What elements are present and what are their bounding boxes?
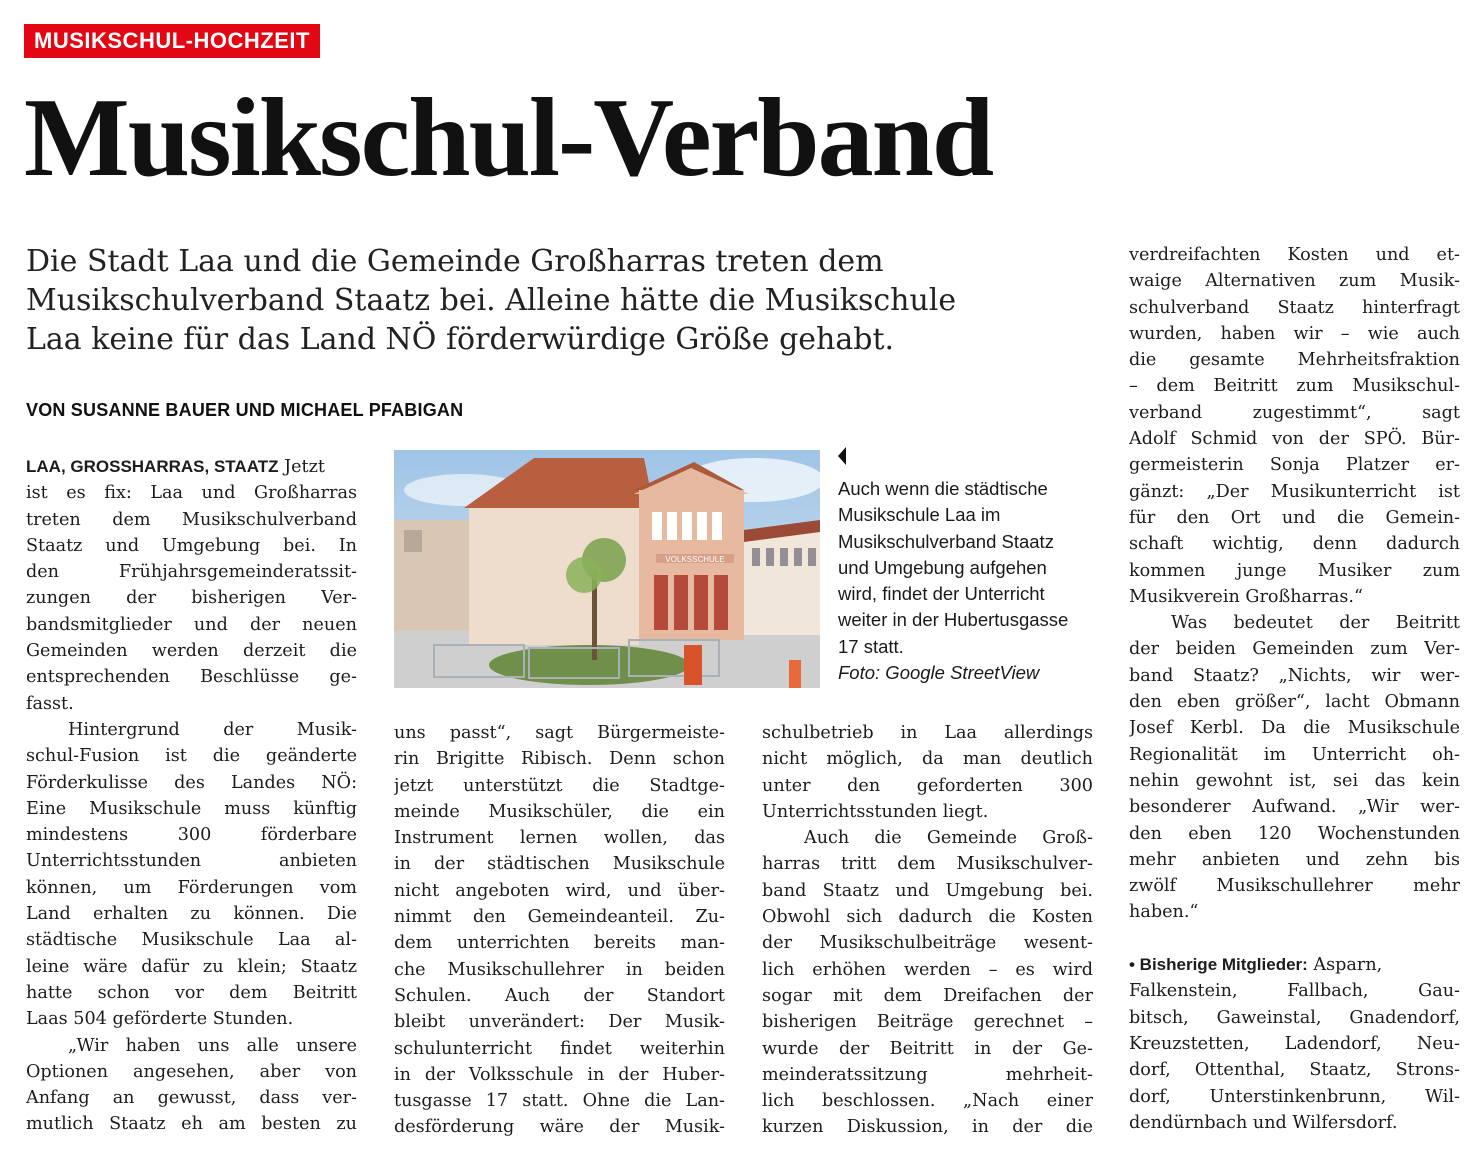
text-line xyxy=(26,454,357,480)
lead-line: Musikschulverband Staatz bei. Alleine hätte die Musikschule xyxy=(26,283,957,318)
text-line: zungen der bisherigen Ver- xyxy=(26,588,357,609)
text-line: schulbetrieb in Laa allerdings xyxy=(762,723,1093,743)
text-line: dendürnbach und Wilfersdorf. xyxy=(1129,1112,1398,1133)
text-line: wurden, haben wir – wie auch xyxy=(1129,323,1460,344)
caption-line: Auch wenn die städtische xyxy=(838,478,1048,499)
text-line: verdreifachten Kosten und et- xyxy=(1129,245,1460,265)
text-line: besonderer Aufwand. „Wir wer- xyxy=(1129,797,1460,818)
text-line: fasst. xyxy=(26,693,74,714)
text-line: jetzt unterstützt die Stadtge- xyxy=(394,775,725,796)
lead-line: Laa keine für das Land NÖ förderwürdige Größe gehabt. xyxy=(26,322,895,357)
text-line: schulunterricht findet weiterhin xyxy=(394,1038,725,1059)
text-line: Staatz und Umgebung bei. In xyxy=(26,535,357,556)
text-line: Falkenstein, Fallbach, Gau- xyxy=(1129,981,1460,1002)
spacer xyxy=(1129,926,1460,952)
text-line: für den Ort und die Gemein- xyxy=(1129,507,1460,528)
text-line: haben.“ xyxy=(1129,902,1199,923)
text-line: uns passt“, sagt Bürgermeiste- xyxy=(394,723,725,743)
text-line: band Staatz? „Nichts, wir wer- xyxy=(1129,665,1460,686)
caption-line: Musikschule Laa im xyxy=(838,504,1001,526)
text-line: den eben größer“, lacht Obmann xyxy=(1129,692,1460,713)
text-line: Optionen angesehen, aber von xyxy=(26,1061,357,1082)
text-line: Schulen. Auch der Standort xyxy=(394,985,725,1006)
text-line: können, um Förderungen vom xyxy=(26,877,357,898)
text-line: dorf, Unterstinkenbrunn, Wil- xyxy=(1129,1086,1460,1107)
text-line: zwölf Musikschullehrer mehr xyxy=(1129,876,1460,897)
caption-pointer-icon xyxy=(838,447,846,465)
text-line: dorf, Ottenthal, Staatz, Strons- xyxy=(1129,1060,1460,1081)
text-line: mutlich Staatz eh am besten zu xyxy=(26,1114,357,1135)
text-line: Kreuzstetten, Ladendorf, Neu- xyxy=(1129,1033,1460,1054)
text-line: nicht angeboten wird, und über- xyxy=(394,880,725,901)
text-line: Auch die Gemeinde Groß- xyxy=(804,828,1093,849)
text-line: lich beschlossen. „Nach einer xyxy=(762,1091,1093,1112)
text-line: lich erhöhen werden – es wird xyxy=(762,959,1093,980)
text-line: Regionalität im Unterricht oh- xyxy=(1129,744,1460,765)
text-line: hatte schon vor dem Beitritt xyxy=(26,982,357,1003)
dateline: LAA, GROSSHARRAS, STAATZ xyxy=(26,457,279,476)
text-line: nicht möglich, da man deutlich xyxy=(762,749,1093,770)
text-fragment: Asparn, xyxy=(1307,955,1383,976)
text-line: bitsch, Gaweinstal, Gnadendorf, xyxy=(1129,1007,1460,1028)
text-line: mindestens 300 förderbare xyxy=(26,825,357,846)
section-kicker: MUSIKSCHUL-HOCHZEIT xyxy=(24,24,320,58)
text-line: Was bedeutet der Beitritt xyxy=(1171,613,1460,634)
text-line: unter den geforderten 300 xyxy=(762,775,1093,796)
text-line: sogar mit dem Dreifachen der xyxy=(762,985,1093,1006)
text-line: Unterrichtsstunden liegt. xyxy=(762,801,989,822)
text-fragment: Jetzt xyxy=(278,457,325,477)
text-line: nimmt den Gemeindeanteil. Zu- xyxy=(394,907,725,928)
text-line: in der städtischen Musikschule xyxy=(394,854,725,875)
text-line: Land erhalten zu können. Die xyxy=(26,904,357,925)
text-line: den eben 120 Wochenstunden xyxy=(1129,823,1460,844)
caption-line: Musikschulverband Staatz xyxy=(838,530,1054,552)
text-line: mehr anbieten und zehn bis xyxy=(1129,849,1460,870)
article-column-3 xyxy=(762,720,1093,1154)
text-line: kurzen Diskussion, in der die xyxy=(762,1117,1093,1138)
text-line: Förderkulisse des Landes NÖ: xyxy=(26,772,357,793)
text-line: – dem Beitritt zum Musikschul- xyxy=(1129,376,1460,397)
text-line: Hintergrund der Musik- xyxy=(68,719,357,740)
text-line: ist es fix: Laa und Großharras xyxy=(26,483,357,504)
headline: Musikschul-Verband xyxy=(24,76,993,200)
text-line: desförderung wäre der Musik- xyxy=(394,1117,725,1138)
article-column-2 xyxy=(394,720,725,1154)
text-line: Unterrichtsstunden anbieten xyxy=(26,851,357,872)
caption-line: wird, findet der Unterricht xyxy=(838,583,1045,605)
text-line: bandsmitglieder und der neuen xyxy=(26,614,357,635)
text-line: dem unterrichten bereits man- xyxy=(394,933,725,954)
text-line: schulverband Staatz hinterfragt xyxy=(1129,297,1460,318)
school-photo xyxy=(394,450,820,688)
text-line: die gesamte Mehrheitsfraktion xyxy=(1129,350,1460,371)
text-line: che Musikschullehrer in beiden xyxy=(394,959,725,980)
article-column-1 xyxy=(26,454,357,1154)
text-line: treten dem Musikschulverband xyxy=(26,509,357,530)
text-line: schaft wichtig, denn dadurch xyxy=(1129,534,1460,555)
text-line: gänzt: „Der Musikunterricht ist xyxy=(1129,481,1460,502)
text-line: bisherigen Beiträge gerechnet – xyxy=(762,1012,1093,1033)
school-photo-image xyxy=(394,450,820,688)
text-line: Anfang an gewusst, dass ver- xyxy=(26,1088,357,1109)
text-line: band Staatz und Umgebung bei. xyxy=(762,880,1093,901)
text-line: schul-Fusion ist die geänderte xyxy=(26,746,357,767)
text-line: der Musikschulbeiträge wesent- xyxy=(762,933,1093,954)
article-column-4 xyxy=(1129,242,1460,1154)
text-line: nehin gewohnt ist, sei das kein xyxy=(1129,770,1460,791)
text-line: Instrument lernen wollen, das xyxy=(394,828,725,849)
text-line: verband zugestimmt“, sagt xyxy=(1129,402,1460,423)
text-line: entsprechenden Beschlüsse ge- xyxy=(26,667,357,688)
photo-caption xyxy=(838,476,1088,686)
text-line: leine wäre dafür zu klein; Staatz xyxy=(26,956,357,977)
members-label: • Bisherige Mitglieder: xyxy=(1129,955,1308,975)
text-line: wurde der Beitritt in der Ge- xyxy=(762,1038,1093,1059)
text-line: „Wir haben uns alle unsere xyxy=(68,1035,357,1056)
text-line: bleibt unverändert: Der Musik- xyxy=(394,1012,725,1033)
text-line: der beiden Gemeinden zum Ver- xyxy=(1129,639,1460,660)
text-line: meinde Musikschüler, die ein xyxy=(394,801,725,822)
text-line: Obwohl sich dadurch die Kosten xyxy=(762,907,1093,928)
text-line: Adolf Schmid von der SPÖ. Bür- xyxy=(1129,429,1460,450)
caption-line: weiter in der Hubertusgasse xyxy=(838,609,1069,631)
text-line: meinderatssitzung mehrheit- xyxy=(762,1064,1093,1085)
text-line xyxy=(1129,952,1460,978)
lead-paragraph xyxy=(26,242,1096,359)
text-line: germeisterin Sonja Platzer er- xyxy=(1129,455,1460,476)
byline: VON SUSANNE BAUER UND MICHAEL PFABIGAN xyxy=(26,400,464,420)
school-sign: VOLKSSCHULE xyxy=(665,555,725,564)
text-line: kommen junge Musiker zum xyxy=(1129,560,1460,581)
text-line: Laas 504 geförderte Stunden. xyxy=(26,1009,294,1030)
text-line: waige Alternativen zum Musik- xyxy=(1129,271,1460,292)
text-line: städtische Musikschule Laa al- xyxy=(26,930,357,951)
text-line: Gemeinden werden derzeit die xyxy=(26,641,357,662)
caption-line: und Umgebung aufgehen xyxy=(838,556,1047,578)
text-line: rin Brigitte Ribisch. Denn schon xyxy=(394,749,725,770)
lead-line: Die Stadt Laa und die Gemeinde Großharras treten dem xyxy=(26,244,884,279)
caption-line: 17 statt. xyxy=(838,635,904,657)
text-line: Eine Musikschule muss künftig xyxy=(26,798,357,819)
text-line: in der Volksschule in der Huber- xyxy=(394,1064,725,1085)
text-line: harras tritt dem Musikschulver- xyxy=(762,854,1093,875)
photo-credit: Foto: Google StreetView xyxy=(838,662,1040,684)
text-line: Josef Kerbl. Da die Musikschule xyxy=(1129,718,1460,739)
text-line: tusgasse 17 statt. Ohne die Lan- xyxy=(394,1091,725,1112)
text-line: Musikverein Großharras.“ xyxy=(1129,586,1363,607)
text-line: den Frühjahrsgemeinderatssit- xyxy=(26,562,357,583)
